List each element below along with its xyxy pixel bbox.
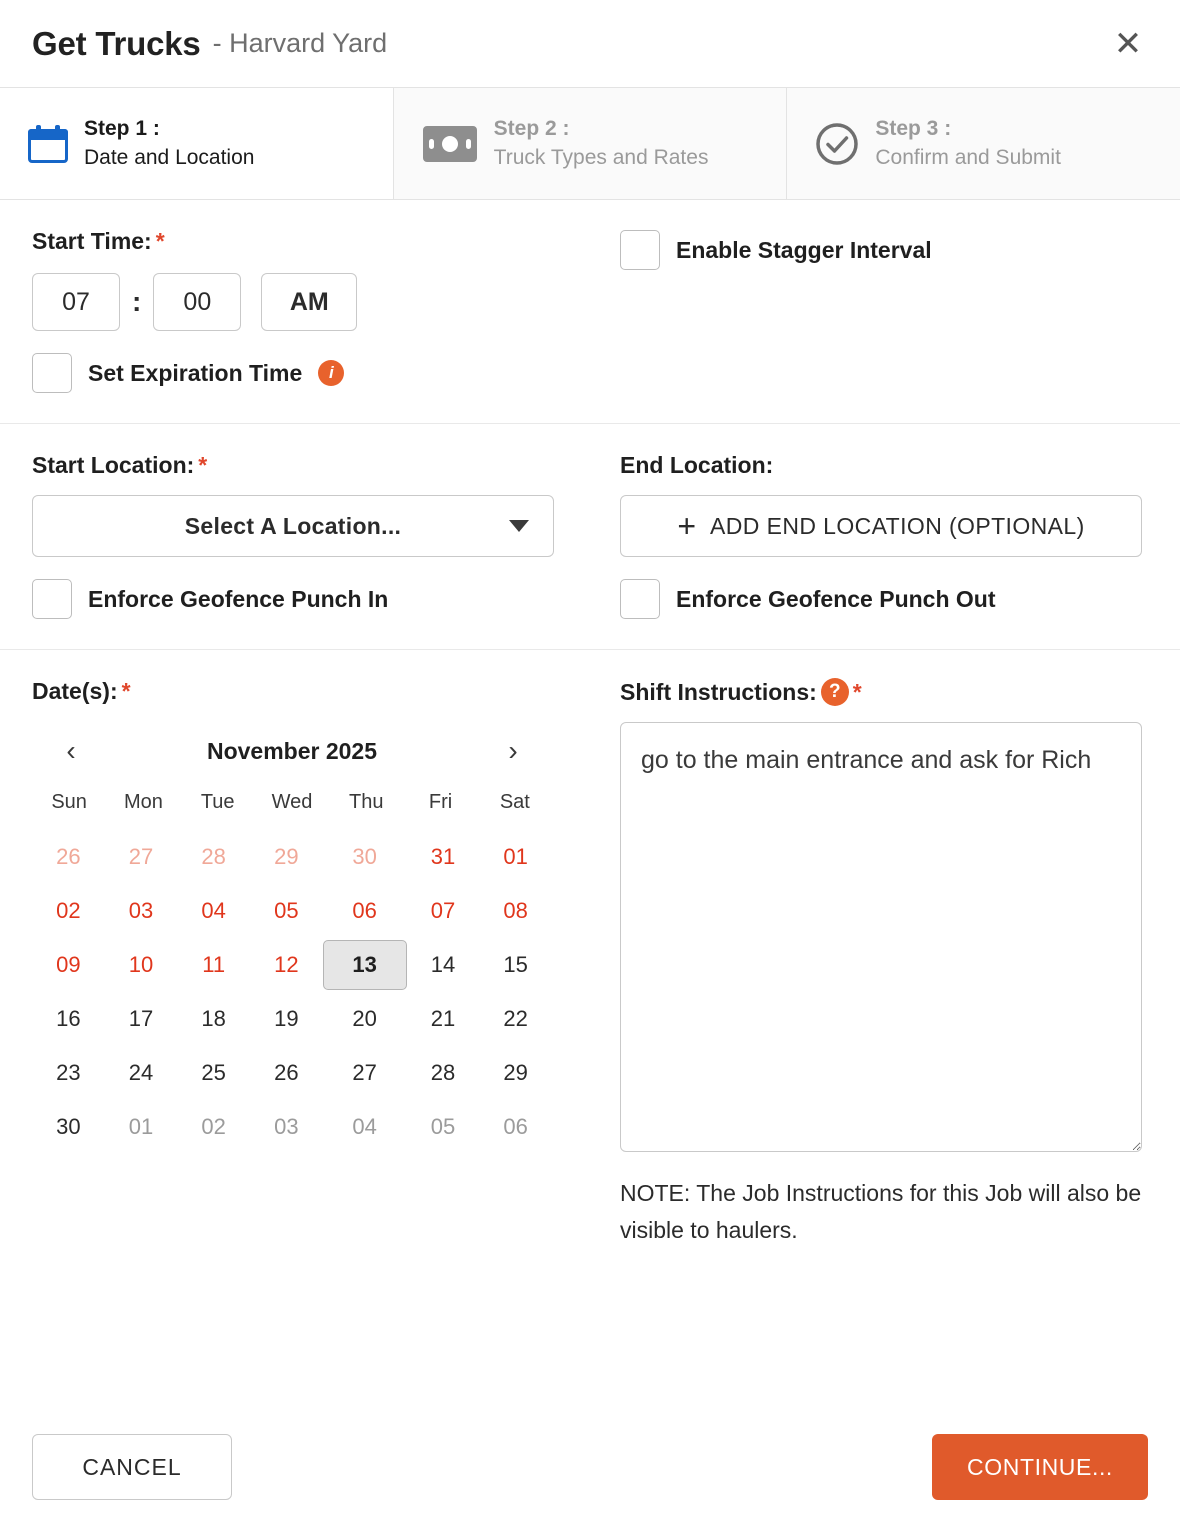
calendar-day[interactable]: [250, 884, 323, 938]
enforce-geofence-punch-out-checkbox[interactable]: [620, 579, 660, 619]
required-asterisk: *: [155, 228, 165, 254]
step-3-number: Step 3 :: [875, 117, 952, 141]
required-asterisk: *: [121, 678, 131, 704]
modal-footer: [0, 1404, 1180, 1530]
calendar-day-label: 20: [352, 1006, 377, 1031]
calendar-day-label: 24: [128, 1060, 154, 1085]
tab-step-2[interactable]: [393, 88, 787, 199]
add-end-location-button[interactable]: [620, 495, 1142, 557]
tab-step-1[interactable]: [0, 88, 393, 199]
calendar-day[interactable]: [479, 938, 552, 992]
meridiem-toggle[interactable]: AM: [261, 273, 357, 331]
calendar-day[interactable]: [32, 1046, 105, 1100]
calendar-day-label: 06: [352, 898, 377, 923]
calendar-day[interactable]: [177, 1046, 250, 1100]
calendar-day-label: 14: [430, 952, 456, 977]
calendar-day-label: 15: [503, 952, 528, 977]
calendar-day[interactable]: [407, 992, 480, 1046]
calendar-day-label: 16: [56, 1006, 81, 1031]
start-time-label: Start Time: *: [32, 228, 165, 254]
calendar-day-label: 29: [274, 844, 299, 869]
calendar-day[interactable]: [407, 938, 480, 992]
calendar-day[interactable]: [105, 1046, 178, 1100]
step-1-number: Step 1 :: [84, 117, 160, 141]
calendar-day-label: 03: [274, 1114, 299, 1139]
set-expiration-row: [32, 353, 618, 393]
start-location-select[interactable]: [32, 495, 554, 557]
calendar-day[interactable]: [105, 992, 178, 1046]
calendar-day-label: 05: [274, 898, 299, 923]
plus-icon: +: [677, 508, 697, 544]
calendar-day-label: 22: [503, 1006, 528, 1031]
enforce-geofence-punch-in-checkbox[interactable]: [32, 579, 72, 619]
calendar-day[interactable]: [32, 938, 105, 992]
calendar-day-label: 28: [201, 844, 226, 869]
add-end-location-label: ADD END LOCATION (OPTIONAL): [710, 512, 1085, 539]
time-separator: :: [132, 286, 142, 317]
start-location-value: Select A Location...: [184, 512, 402, 539]
calendar-day[interactable]: [407, 1100, 480, 1154]
calendar-day[interactable]: [323, 884, 407, 938]
calendar-day[interactable]: [479, 1100, 552, 1154]
calendar-day[interactable]: [250, 992, 323, 1046]
end-location-label: End Location:: [620, 452, 774, 478]
modal-header: [0, 0, 1180, 88]
set-expiration-checkbox[interactable]: [32, 353, 72, 393]
shift-instructions-label: Shift Instructions: ? *: [620, 678, 862, 705]
calendar-day[interactable]: [250, 1100, 323, 1154]
shift-instructions-input[interactable]: [620, 722, 1142, 1152]
calendar-day[interactable]: [479, 992, 552, 1046]
step-tabs: [0, 88, 1180, 200]
calendar-day-label: 31: [430, 844, 456, 869]
calendar-day-label: 27: [352, 1060, 377, 1085]
calendar-day[interactable]: [323, 830, 407, 884]
start-time-section: [0, 200, 1180, 424]
page-title: Get Trucks: [32, 24, 201, 62]
calendar-day[interactable]: [105, 938, 178, 992]
calendar-dow: Mon: [123, 791, 163, 813]
modal-body: [0, 200, 1180, 1404]
calendar-day[interactable]: [479, 884, 552, 938]
calendar-day[interactable]: [32, 992, 105, 1046]
money-icon: [422, 125, 478, 163]
close-icon[interactable]: ✕: [1113, 24, 1143, 63]
locations-section: [0, 424, 1180, 650]
calendar-day-label: 06: [503, 1114, 528, 1139]
calendar-day[interactable]: [177, 1100, 250, 1154]
calendar-day-label: 27: [128, 844, 154, 869]
calendar-day-label: 23: [56, 1060, 81, 1085]
calendar-day-label: 04: [201, 898, 226, 923]
time-picker: [32, 273, 618, 331]
required-asterisk: *: [198, 452, 208, 478]
calendar-dow: Sat: [499, 791, 530, 813]
calendar-day-label: 30: [352, 844, 377, 869]
calendar-day-label: 08: [503, 898, 528, 923]
calendar-day[interactable]: [32, 830, 105, 884]
calendar-month-title: November 2025: [206, 737, 378, 764]
calendar-day-label: 11: [202, 952, 226, 977]
cancel-button[interactable]: CANCEL: [32, 1434, 232, 1500]
info-icon[interactable]: i: [318, 360, 344, 386]
geofence-out-row: [620, 579, 1148, 619]
calendar-header: [32, 723, 552, 779]
step-3-label: Confirm and Submit: [875, 145, 1061, 169]
calendar-day-label: 03: [128, 898, 154, 923]
calendar-day[interactable]: [323, 992, 407, 1046]
calendar-day[interactable]: [177, 938, 250, 992]
set-expiration-label: Set Expiration Time: [88, 359, 303, 386]
tab-step-3[interactable]: [786, 88, 1180, 199]
calendar-day[interactable]: [323, 1046, 407, 1100]
calendar-day[interactable]: [250, 1046, 323, 1100]
calendar-dow-row: [32, 779, 552, 830]
calendar-day[interactable]: [250, 830, 323, 884]
calendar-day-label: 12: [274, 952, 299, 977]
calendar-day[interactable]: [323, 1100, 407, 1154]
minute-input[interactable]: 00: [153, 273, 241, 331]
calendar-day[interactable]: [105, 884, 178, 938]
step-1-label: Date and Location: [84, 145, 255, 169]
calendar-day-label: 04: [352, 1114, 377, 1139]
shift-instructions-note: NOTE: The Job Instructions for this Job will also be visible to haulers.: [620, 1180, 1142, 1243]
calendar-day-label: 26: [274, 1060, 299, 1085]
calendar-day-label: 19: [274, 1006, 299, 1031]
calendar-day[interactable]: [105, 1100, 178, 1154]
calendar-day-label: 25: [201, 1060, 226, 1085]
calendar-day[interactable]: [407, 1046, 480, 1100]
calendar-dow: Sun: [51, 791, 87, 813]
calendar-day[interactable]: [407, 830, 480, 884]
calendar-day[interactable]: [177, 884, 250, 938]
calendar-dow: Wed: [271, 791, 313, 813]
calendar-day-label: 02: [201, 1114, 226, 1139]
calendar-day-label: 09: [56, 952, 81, 977]
chevron-left-icon[interactable]: ‹: [66, 735, 76, 766]
chevron-down-icon: [509, 520, 529, 532]
check-circle-icon: [815, 122, 859, 166]
required-asterisk: *: [852, 678, 862, 705]
calendar-dow: Thu: [349, 791, 384, 813]
hour-input[interactable]: 07: [32, 273, 120, 331]
calendar-day[interactable]: [250, 938, 323, 992]
enforce-geofence-punch-in-label: Enforce Geofence Punch In: [88, 585, 389, 612]
calendar-day-label: 02: [56, 898, 81, 923]
calendar-day-label: 01: [128, 1114, 154, 1139]
enable-stagger-checkbox[interactable]: [620, 230, 660, 270]
calendar-day-label: 10: [128, 952, 154, 977]
calendar-day-label: 30: [56, 1114, 81, 1139]
page-subtitle: - Harvard Yard: [212, 28, 388, 58]
dates-label: Date(s): *: [32, 678, 131, 704]
question-mark-icon[interactable]: ?: [821, 678, 849, 706]
calendar-day-label: 13: [323, 940, 407, 990]
calendar-day[interactable]: [177, 830, 250, 884]
calendar-day[interactable]: [105, 830, 178, 884]
enable-stagger-label: Enable Stagger Interval: [676, 236, 932, 263]
stagger-row: [620, 230, 1148, 270]
calendar-day[interactable]: [407, 884, 480, 938]
continue-button[interactable]: CONTINUE...: [932, 1434, 1148, 1500]
calendar-day[interactable]: [32, 884, 105, 938]
step-2-label: Truck Types and Rates: [493, 145, 709, 169]
step-2-number: Step 2 :: [493, 117, 570, 141]
calendar-day[interactable]: [177, 992, 250, 1046]
calendar-dow: Tue: [200, 791, 235, 813]
calendar-icon: [28, 125, 68, 163]
calendar-day[interactable]: [323, 938, 407, 992]
start-location-label: Start Location: *: [32, 452, 208, 478]
calendar-day-label: 05: [430, 1114, 456, 1139]
calendar-day-label: 29: [503, 1060, 528, 1085]
geofence-in-row: [32, 579, 618, 619]
calendar-day-label: 01: [503, 844, 528, 869]
calendar-day-label: 18: [201, 1006, 226, 1031]
enforce-geofence-punch-out-label: Enforce Geofence Punch Out: [676, 585, 996, 612]
date-picker: [32, 723, 552, 1154]
chevron-right-icon[interactable]: ›: [508, 735, 518, 766]
calendar-day-label: 28: [430, 1060, 456, 1085]
calendar-day-label: 26: [56, 844, 81, 869]
calendar-day-label: 21: [430, 1006, 456, 1031]
calendar-day[interactable]: [479, 830, 552, 884]
calendar-day[interactable]: [479, 1046, 552, 1100]
calendar-day-label: 07: [430, 898, 456, 923]
calendar-day[interactable]: [32, 1100, 105, 1154]
calendar-days-grid: [32, 830, 552, 1154]
calendar-day-label: 17: [128, 1006, 154, 1031]
calendar-dow: Fri: [428, 791, 453, 813]
dates-instructions-section: [0, 650, 1180, 1279]
